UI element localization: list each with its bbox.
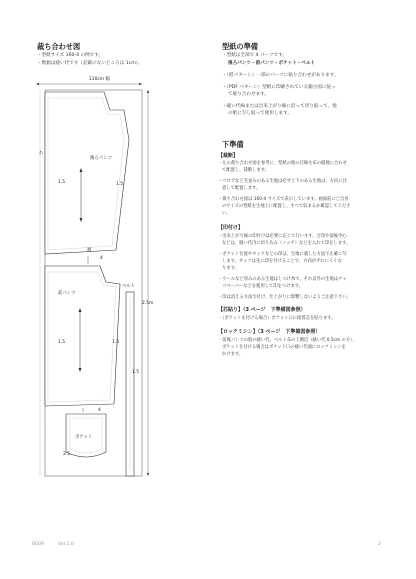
cutting-layout-diagram [28,70,158,480]
seam-allowance-label: 2.5 [63,452,70,457]
cutting-line: ・左の裁ち合わせ図を参考に、型紙の地の目線を布の縦地に合わせ [218,161,347,166]
marking-line: ・ウールなど厚みのある生地はしつけ糸で、それ以外の生地はチャ [218,277,347,282]
marking-line: ります。 [222,266,239,271]
seam-allowance-label: 1.5 [116,182,123,187]
cutting-line: い。 [222,211,231,216]
marking-line: ・出来上がり線の印付けは必要に応じて行います。合印や前後中心 [218,234,347,239]
seam-allowance-label: 1.5 [132,370,139,375]
pocket-label: ポケット [75,435,93,440]
marking-line: などは、縫い代内に切り込み（ノッチ）などを入れて印をします。 [222,241,351,246]
cutting-line: ・ベロアなど毛並みのある生地は必ず上下のある生地は、方向に注 [218,179,347,184]
footer-code: B009 [32,542,44,547]
section-heading-cutting: 【裁断】 [218,153,239,159]
serging-line: かけます。 [222,352,244,357]
page-number: 2 [378,542,381,547]
seam-allowance-label: 4 [98,408,101,413]
fold-label: わ [39,151,44,156]
cutting-line: 意して配置します。 [222,186,261,191]
pattern-prep-line: ・（紙パターン）一部のパーツに貼り合わせがあります。 [222,73,339,78]
belt-label: ベルト [122,284,136,289]
pattern-parts-list: 後ろパンツ・前パンツ・ポケット・ベルト [228,61,316,66]
serging-line: ポケットを付ける場合はポケット口の縫い代端にロックミシンを [222,345,346,350]
hem-label: 裾 [87,248,92,253]
marking-line: ・印は消える方法で付け、仕上がりに影響しないようご注意下さい。 [218,295,352,300]
pattern-prep-line: ・縫い代線または出来上がり線に沿って切り取って、他 [222,104,337,109]
serging-line: ・前後パンツの股の縫い代、ベルト布の上側辺（縫い代 0.5cm の方）、 [218,338,357,343]
pattern-prep-title: 型紙の準備 [222,42,258,51]
left-bullet-1: ・型紙サイズ 160-4 の例です。 [37,53,104,58]
preparation-title: 下準備 [222,140,244,149]
pattern-prep-line: ・（PDF パターン）型紙に印刷されている縮小図に従っ [222,85,336,90]
pattern-prep-line: て貼り合わせます。 [228,92,269,97]
pattern-prep-line: の紙に写し取って使用します。 [228,111,292,116]
left-bullet-2: ・数値は縫い代です（記載のないところは 1cm）。 [37,61,143,66]
pattern-prep-line: ・型紙は全部で 4 パーツです。 [222,53,288,58]
marking-line: ・ポケット位置やタックなどの印は、生地に適した方法で正確に写 [218,252,347,257]
interfacing-line: ・（ポケットを付ける場合）ポケット口に接着芯を貼ります。 [218,316,336,321]
section-heading-marking: 【印付け】 [218,225,244,231]
fabric-width-label: 110cm 幅 [89,77,110,82]
cutting-line: ・裁ち合わせ図は 160-4 サイズで表示しています。画面前にご自身 [218,197,349,202]
marking-line: コペーパーなどを使用して印をつけます。 [222,284,304,289]
back-pants-label: 後ろパンツ [90,156,112,161]
seam-allowance-label: 1.5 [112,340,119,345]
seam-allowance-label: 4 [100,256,103,261]
cutting-line: のサイズの型紙を生地上に配置し、すべて収まるか確認してくださ [222,204,351,209]
seam-allowance-label: 1.5 [58,340,65,345]
seam-allowance-label: 1.5 [58,180,65,185]
cutting-layout-title: 裁ち合わせ図 [37,42,81,51]
footer-version: Ver.1.0 [58,542,74,547]
marking-line: します。タックは先に印を付けることで、方向がずれにくくな [222,259,342,264]
fabric-length-label: 2.5m [142,301,154,306]
cutting-line: て配置し、裁断します。 [222,168,269,173]
front-pants-label: 前パンツ [58,291,76,296]
section-heading-serging: 【ロックミシン】（3 ページ 下準備図参照） [218,329,321,335]
section-heading-interfacing: 【芯貼り】（3 ページ 下準備図参照） [218,307,306,313]
